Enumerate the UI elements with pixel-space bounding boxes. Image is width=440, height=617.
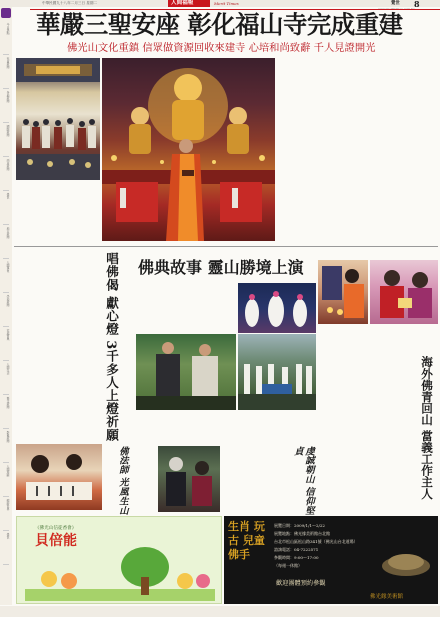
side-index-item: 兩岸新聞 [3,159,9,191]
side-index-item: 社會新聞 [3,57,9,89]
side-index-item: 藝文新聞 [3,397,9,429]
ad-left-small: 《佛光山信徒香會》 [35,526,77,531]
side-index-item: 人間遊蹤 [3,465,9,497]
story3-body [78,250,102,440]
section-divider [14,246,438,247]
ad-info-line: 台北市松山區松山路341號（佛光山台北道場） [274,539,358,544]
lead-headline: 華嚴三聖安座 彰化福山寺完成重建 [36,10,403,39]
consecration-photo [102,58,275,241]
issue-date: 中華民國九十八年二月三日 星期二 [42,1,98,5]
side-index-item: 人間萬象 [3,261,9,293]
story5-headline: 佛法師 光風生山 [117,446,128,515]
children-writing-photo [16,444,102,510]
story4-body [318,356,372,524]
lead-story-body-3 [386,58,438,242]
side-index-item: 國際新聞 [3,125,9,157]
side-index-item: 今日焦點 [3,23,9,55]
story2-body [136,282,188,332]
ad-left [16,516,222,604]
story2-headline: 佛典故事 靈山勝境上演 [138,258,304,277]
story5-body [104,446,116,512]
ad-right-slogan: 歡迎團體預約參觀 [276,580,326,587]
side-index-item: 地方新聞 [3,227,9,259]
ad-info-line: （每週一休館） [274,563,302,568]
side-index-item: 覺世 [3,533,9,565]
stage-photo [136,334,236,410]
lead-subhead: 佛光山文化重鎮 信眾做資源回收來建寺 心培和尚致辭 千人見證開光 [67,42,376,54]
crowd-photo [16,58,100,180]
ad-info-line: 展覽日期：2009/1/1～2/22 [274,523,325,528]
logo: 人間福報 [171,0,194,6]
ad-right-title: 生肖 玩古 兒童 佛手 [228,520,265,561]
ad-info-line: 展覽地點：佛光緣美術館台北館 [274,531,330,536]
footer-strip [0,606,440,617]
ad-right [224,516,438,604]
section-name: 覺世 [391,1,400,6]
mid-left-body [16,250,76,420]
procession-photo [238,334,316,410]
dance-photo [238,283,316,333]
youth-photo [370,260,438,324]
story3-headline: 唱佛偈 獻心燈 3千多人上燈祈願 [104,252,119,442]
side-index-bar [0,7,12,605]
lamp-offering-photo [318,260,368,324]
story6-body-2 [304,446,318,512]
ad-left-art [25,545,215,601]
story2-caption [136,411,316,441]
story6-body [222,446,290,512]
ad-info-line: 諮詢電話：04-7222571 [274,547,319,552]
story6-headline: 虔誠朝山 信仰堅貞 [292,446,314,515]
lotus-icon [1,8,11,18]
story2-body-2 [190,282,236,332]
elders-praying-photo [158,446,220,512]
youth-photo-caption [318,326,438,352]
lead-story-body-2 [336,58,384,242]
story5-body-2 [130,446,156,512]
ad-right-art [378,540,434,580]
page-number: 8 [414,0,420,9]
side-index-item: 人間生活 [3,363,9,395]
crowd-photo-caption [16,182,100,242]
side-index-item: 各地新聞 [3,91,9,123]
ad-left-title: 貝倍能 [35,533,77,549]
logo-english: Merit Times [214,1,239,6]
story4-headline: 海外佛青回山 當義工作主人 [420,356,434,500]
side-index-item: 影視新聞 [3,431,9,463]
side-index-item: 家庭寶典 [3,329,9,361]
side-index-item: 縮紛世界 [3,499,9,531]
ad-right-sponsor: 佛光緣美術館 [370,594,404,600]
side-index-item: 覺世 [3,193,9,225]
side-index-item: 學校新聞 [3,295,9,327]
lead-story-body [278,58,334,242]
ad-info-line: 參觀時間：9:00～17:00 [274,555,319,560]
side-index-list [0,21,12,567]
story4-body-2 [374,356,418,524]
